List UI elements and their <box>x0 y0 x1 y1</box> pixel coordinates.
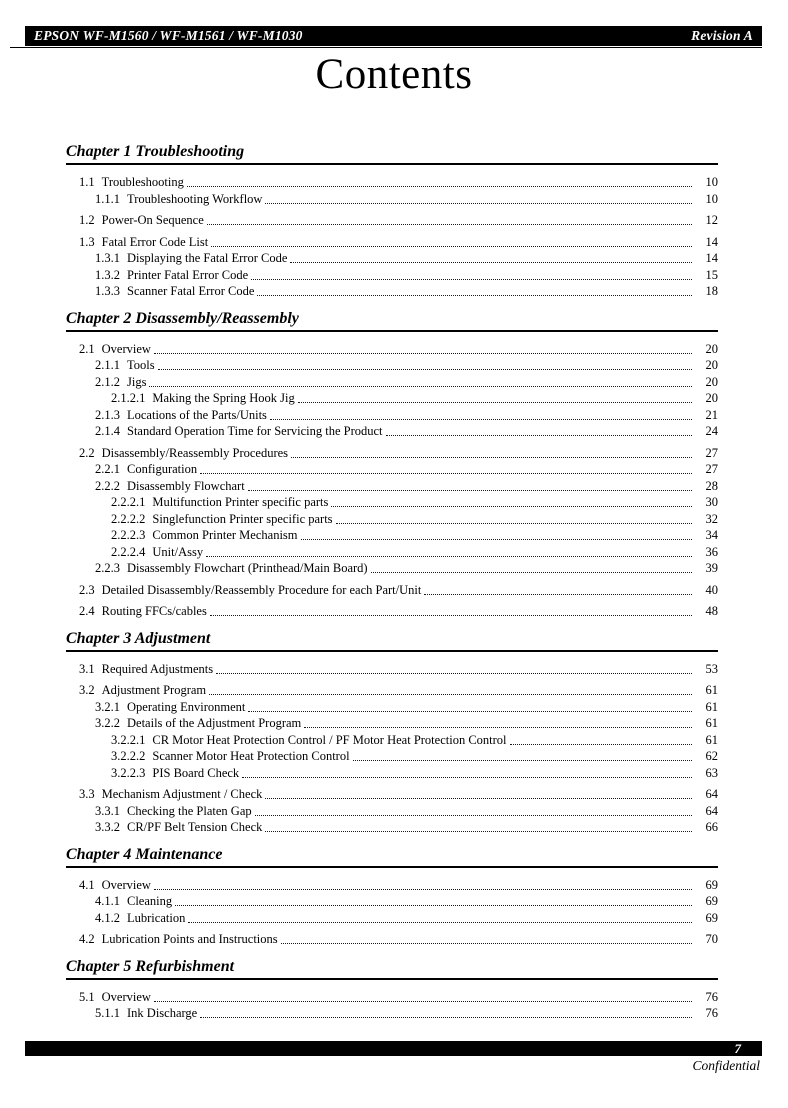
chapter-section <box>66 629 718 836</box>
toc-row <box>66 250 718 267</box>
toc-entry-title: Multifunction Printer specific parts <box>152 495 329 509</box>
toc-entry-number: 1.3.3 <box>95 284 120 298</box>
toc-entry-title: Lubrication Points and Instructions <box>101 932 278 946</box>
toc-entry-title: Printer Fatal Error Code <box>127 267 249 282</box>
toc-leader-dots <box>211 234 692 247</box>
toc-entry-number: 2.2 <box>79 445 95 460</box>
footer-bar <box>25 1041 762 1056</box>
toc-entry-number: 2.1.4 <box>95 424 120 438</box>
toc-entry-page: 40 <box>705 582 718 597</box>
toc-entry-title: Fatal Error Code List <box>101 234 209 249</box>
toc-entry-page: 61 <box>705 716 718 730</box>
toc-entry-page: 20 <box>705 391 718 405</box>
toc-entry-page: 61 <box>705 699 718 714</box>
toc-entry-page: 36 <box>705 544 718 559</box>
toc-entry-page: 18 <box>705 284 718 298</box>
toc-row <box>66 341 718 358</box>
toc-entry-page: 53 <box>705 661 718 676</box>
toc-row <box>66 803 718 820</box>
toc-row <box>66 461 718 478</box>
toc-entry-page: 10 <box>705 175 718 189</box>
header-model-text: EPSON WF-M1560 / WF-M1561 / WF-M1030 <box>34 28 303 43</box>
toc-entry-page: 27 <box>705 445 718 460</box>
toc-row <box>66 748 718 765</box>
toc-entry-page: 15 <box>705 267 718 282</box>
toc-leader-dots <box>200 461 692 474</box>
toc-entry-page: 39 <box>705 561 718 575</box>
toc-leader-dots <box>154 989 692 1002</box>
toc-entry-title: Overview <box>101 877 151 892</box>
header-bar <box>25 26 762 46</box>
chapter-heading: Chapter 2 Disassembly/Reassembly <box>66 309 718 332</box>
toc-entry-page: 64 <box>705 803 718 818</box>
toc-entry-number: 3.2.2.1 <box>111 732 146 747</box>
toc-row <box>66 212 718 229</box>
toc-entry-title: Troubleshooting <box>101 175 184 189</box>
toc-entry-number: 1.3 <box>79 234 95 249</box>
toc-entry-title: Scanner Motor Heat Protection Control <box>152 749 350 763</box>
toc-entry-number: 2.2.2.3 <box>111 528 146 542</box>
toc-entry-title: Troubleshooting Workflow <box>127 191 263 206</box>
toc-leader-dots <box>154 877 692 890</box>
toc-entry-number: 2.2.2.2 <box>111 511 146 526</box>
toc-entry-number: 4.2 <box>79 932 95 946</box>
toc-entry-page: 20 <box>705 374 718 389</box>
footer-page-number: 7 <box>734 1040 741 1056</box>
toc-leader-dots <box>304 715 692 728</box>
chapter-heading: Chapter 3 Adjustment <box>66 629 718 652</box>
toc-entry-number: 2.4 <box>79 604 95 618</box>
toc-entry-number: 2.2.2.4 <box>111 544 146 559</box>
toc-row <box>66 910 718 927</box>
toc-entry-title: Adjustment Program <box>101 683 207 697</box>
toc-row <box>66 1005 718 1022</box>
toc-entry-page: 61 <box>705 683 718 697</box>
toc-entry-number: 2.1.1 <box>95 358 120 372</box>
toc-leader-dots <box>353 748 692 761</box>
toc-entry-title: Disassembly/Reassembly Procedures <box>101 445 289 460</box>
toc-entry-title: Mechanism Adjustment / Check <box>101 787 263 801</box>
toc-leader-dots <box>291 445 692 458</box>
toc-entry-number: 1.2 <box>79 213 95 227</box>
toc-entry-number: 3.3 <box>79 787 95 801</box>
toc-entry-page: 10 <box>705 191 718 206</box>
toc-row <box>66 191 718 208</box>
toc-row <box>66 511 718 528</box>
toc-row <box>66 603 718 620</box>
toc-entry-title: Overview <box>101 341 151 356</box>
toc-entry-title: PIS Board Check <box>152 765 240 780</box>
toc-row <box>66 267 718 284</box>
toc-row <box>66 732 718 749</box>
toc-entry-title: Configuration <box>127 462 198 476</box>
toc-entry-number: 2.1 <box>79 341 95 356</box>
toc-entry-title: Overview <box>101 989 151 1004</box>
toc-row <box>66 989 718 1006</box>
toc-leader-dots <box>206 544 692 557</box>
toc-row <box>66 283 718 300</box>
toc-leader-dots <box>510 732 692 745</box>
toc-entry-title: Scanner Fatal Error Code <box>127 284 255 298</box>
toc-row <box>66 931 718 948</box>
toc-entry-number: 1.1 <box>79 175 95 189</box>
toc-entry-number: 2.1.3 <box>95 407 120 422</box>
toc-entry-title: Disassembly Flowchart (Printhead/Main Board) <box>127 561 368 575</box>
toc-entry-page: 66 <box>705 820 718 834</box>
toc-entry-number: 3.1 <box>79 661 95 676</box>
toc-entry-title: Locations of the Parts/Units <box>127 407 267 422</box>
toc-entry-number: 3.2 <box>79 683 95 697</box>
toc-entry-title: Tools <box>127 358 155 372</box>
toc-entry-number: 2.1.2 <box>95 374 120 389</box>
toc-row <box>66 234 718 251</box>
toc-leader-dots <box>175 893 692 906</box>
chapter-section <box>66 142 718 300</box>
toc-leader-dots <box>158 357 692 370</box>
toc-leader-dots <box>336 511 692 524</box>
toc-entry-number: 4.1.2 <box>95 910 120 925</box>
toc-leader-dots <box>187 174 692 187</box>
header-underline <box>10 47 762 48</box>
toc-row <box>66 445 718 462</box>
toc-entry-number: 1.1.1 <box>95 191 120 206</box>
toc-row <box>66 390 718 407</box>
toc-entry-title: Checking the Platen Gap <box>127 803 252 818</box>
toc-row <box>66 893 718 910</box>
toc-row <box>66 699 718 716</box>
toc-row <box>66 494 718 511</box>
toc-row <box>66 819 718 836</box>
toc-leader-dots <box>154 341 692 354</box>
toc-chapters <box>66 142 718 1022</box>
toc-row <box>66 527 718 544</box>
toc-leader-dots <box>209 682 692 695</box>
toc-entry-number: 1.3.2 <box>95 267 120 282</box>
toc-entry-title: Unit/Assy <box>152 544 204 559</box>
toc-entry-title: Detailed Disassembly/Reassembly Procedure for each Part/Unit <box>101 582 422 597</box>
toc-entry-page: 32 <box>705 511 718 526</box>
toc-entry-page: 14 <box>705 234 718 249</box>
toc-entry-title: Displaying the Fatal Error Code <box>127 251 288 265</box>
toc-entry-page: 61 <box>705 732 718 747</box>
toc-entry-number: 5.1.1 <box>95 1006 120 1020</box>
toc-leader-dots <box>242 765 692 778</box>
toc-row <box>66 478 718 495</box>
toc-leader-dots <box>251 267 692 280</box>
toc-entry-number: 3.2.1 <box>95 699 120 714</box>
toc-entry-number: 3.3.1 <box>95 803 120 818</box>
toc-row <box>66 423 718 440</box>
toc-entry-title: Making the Spring Hook Jig <box>152 391 295 405</box>
toc-entry-page: 34 <box>705 528 718 542</box>
toc-leader-dots <box>265 191 692 204</box>
toc-entry-page: 27 <box>705 462 718 476</box>
header-revision-text: Revision A <box>691 28 753 43</box>
toc-entry-title: Routing FFCs/cables <box>101 604 207 618</box>
toc-leader-dots <box>207 212 692 225</box>
chapter-entries <box>66 165 718 300</box>
toc-row <box>66 544 718 561</box>
toc-leader-dots <box>371 560 692 573</box>
toc-leader-dots <box>298 390 692 403</box>
toc-entry-title: Required Adjustments <box>101 661 214 676</box>
footer-confidential-label: Confidential <box>692 1058 760 1073</box>
chapter-heading: Chapter 1 Troubleshooting <box>66 142 718 165</box>
toc-entry-page: 20 <box>705 341 718 356</box>
toc-entry-page: 30 <box>705 495 718 509</box>
toc-entry-page: 70 <box>705 932 718 946</box>
toc-entry-title: Ink Discharge <box>127 1006 198 1020</box>
toc-entry-number: 3.2.2 <box>95 716 120 730</box>
toc-entry-page: 76 <box>705 989 718 1004</box>
toc-leader-dots <box>216 661 692 674</box>
toc-entry-title: CR/PF Belt Tension Check <box>127 820 263 834</box>
toc-entry-title: Singlefunction Printer specific parts <box>152 511 333 526</box>
chapter-entries <box>66 868 718 948</box>
toc-entry-page: 69 <box>705 894 718 908</box>
toc-entry-title: Power-On Sequence <box>101 213 204 227</box>
toc-leader-dots <box>265 786 692 799</box>
toc-entry-number: 1.3.1 <box>95 251 120 265</box>
toc-entry-title: Common Printer Mechanism <box>152 528 298 542</box>
toc-row <box>66 174 718 191</box>
chapter-section <box>66 845 718 948</box>
toc-leader-dots <box>255 803 692 816</box>
toc-entry-title: CR Motor Heat Protection Control / PF Motor Heat Protection Control <box>152 732 507 747</box>
chapter-entries <box>66 652 718 836</box>
toc-row <box>66 582 718 599</box>
toc-entry-title: Cleaning <box>127 894 173 908</box>
toc-leader-dots <box>281 931 692 944</box>
toc-leader-dots <box>270 407 692 420</box>
toc-leader-dots <box>210 603 692 616</box>
toc-leader-dots <box>248 478 692 491</box>
toc-leader-dots <box>386 423 692 436</box>
toc-entry-page: 64 <box>705 787 718 801</box>
toc-entry-page: 28 <box>705 478 718 493</box>
toc-entry-number: 2.3 <box>79 582 95 597</box>
toc-entry-number: 2.2.2 <box>95 478 120 493</box>
chapter-heading: Chapter 5 Refurbishment <box>66 957 718 980</box>
toc-entry-number: 4.1.1 <box>95 894 120 908</box>
page-title: Contents <box>315 51 473 98</box>
toc-leader-dots <box>200 1005 692 1018</box>
toc-entry-page: 69 <box>705 910 718 925</box>
toc-entry-title: Jigs <box>127 374 147 389</box>
toc-entry-page: 21 <box>705 407 718 422</box>
toc-entry-title: Standard Operation Time for Servicing the Product <box>127 424 383 438</box>
toc-entry-number: 3.2.2.2 <box>111 749 146 763</box>
chapter-entries <box>66 980 718 1022</box>
toc-entry-title: Lubrication <box>127 910 186 925</box>
toc-leader-dots <box>265 819 692 832</box>
toc-entry-page: 63 <box>705 765 718 780</box>
toc-row <box>66 661 718 678</box>
chapter-entries <box>66 332 718 620</box>
toc-leader-dots <box>424 582 692 595</box>
toc-entry-title: Details of the Adjustment Program <box>127 716 302 730</box>
toc-entry-number: 2.2.1 <box>95 462 120 476</box>
toc-entry-page: 48 <box>705 604 718 618</box>
toc-row <box>66 407 718 424</box>
toc-row <box>66 786 718 803</box>
toc-leader-dots <box>331 494 692 507</box>
toc-row <box>66 715 718 732</box>
toc-leader-dots <box>188 910 692 923</box>
toc-row <box>66 374 718 391</box>
toc-row <box>66 877 718 894</box>
toc-row <box>66 682 718 699</box>
toc-entry-page: 12 <box>705 213 718 227</box>
toc-entry-page: 24 <box>705 424 718 438</box>
toc-row <box>66 357 718 374</box>
toc-entry-page: 62 <box>705 749 718 763</box>
toc-leader-dots <box>248 699 692 712</box>
toc-entry-number: 5.1 <box>79 989 95 1004</box>
toc-entry-number: 4.1 <box>79 877 95 892</box>
toc-leader-dots <box>149 374 692 387</box>
toc-row <box>66 765 718 782</box>
toc-row <box>66 560 718 577</box>
chapter-heading: Chapter 4 Maintenance <box>66 845 718 868</box>
toc-entry-title: Operating Environment <box>127 699 246 714</box>
toc-entry-title: Disassembly Flowchart <box>127 478 245 493</box>
toc-entry-number: 2.1.2.1 <box>111 391 146 405</box>
toc-entry-number: 2.2.2.1 <box>111 495 146 509</box>
toc-entry-number: 3.3.2 <box>95 820 120 834</box>
toc-entry-number: 3.2.2.3 <box>111 765 146 780</box>
chapter-section <box>66 309 718 620</box>
toc-entry-number: 2.2.3 <box>95 561 120 575</box>
toc-leader-dots <box>257 283 692 296</box>
toc-entry-page: 76 <box>705 1006 718 1020</box>
toc-leader-dots <box>290 250 692 263</box>
toc-leader-dots <box>301 527 693 540</box>
toc-entry-page: 14 <box>705 251 718 265</box>
toc-entry-page: 20 <box>705 358 718 372</box>
chapter-section <box>66 957 718 1022</box>
toc-entry-page: 69 <box>705 877 718 892</box>
